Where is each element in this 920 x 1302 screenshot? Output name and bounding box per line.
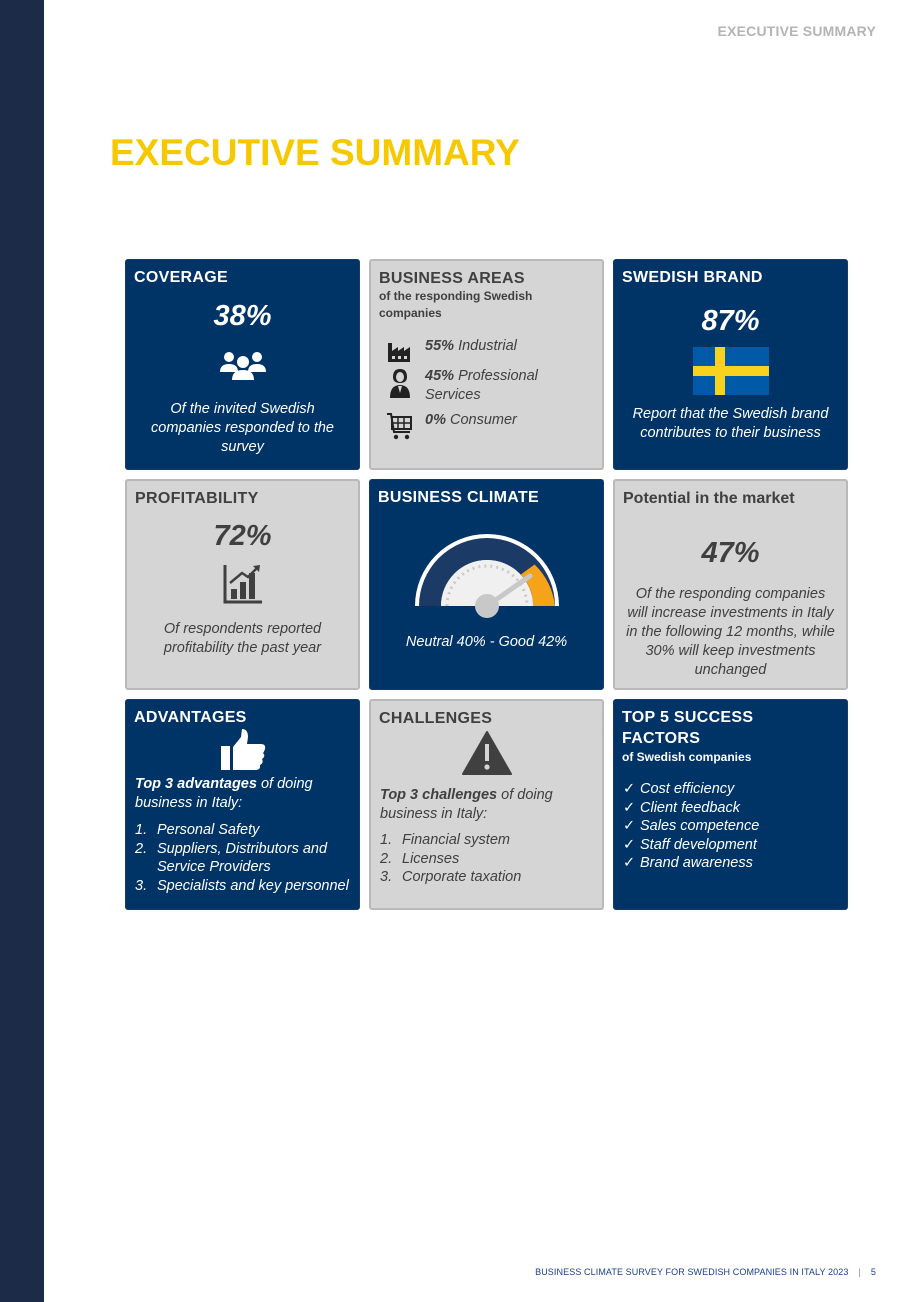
profitability-tile — [125, 479, 360, 690]
sidebar-band — [0, 0, 44, 1302]
business-area-label: Consumer — [450, 412, 517, 428]
advantages-intro-rest: of doing business in Italy: — [135, 776, 313, 811]
challenges-intro — [380, 786, 594, 824]
coverage-heading: COVERAGE — [134, 269, 228, 286]
coverage-value: 38% — [213, 300, 272, 332]
footer-separator: | — [858, 1267, 861, 1277]
swedish-brand-text: Report that the Swedish brand contributes to their business — [632, 406, 829, 441]
professional-person-icon — [388, 367, 412, 399]
potential-text: Of the responding companies will increase investments in Italy in the following 12 months, while 30% will keep investments unchanged — [626, 586, 835, 678]
list-item: ✓ Sales competence — [623, 818, 760, 834]
list-item: 2. Licenses — [380, 850, 460, 867]
thumbs-up-icon — [219, 728, 267, 772]
potential-value: 47% — [701, 537, 760, 569]
swedish-flag-icon — [693, 347, 769, 395]
coverage-tile — [125, 259, 360, 470]
profitability-heading: PROFITABILITY — [135, 490, 259, 507]
swedish-brand-tile — [613, 259, 848, 470]
list-item: ✓ Staff development — [623, 836, 757, 853]
business-climate-heading: BUSINESS CLIMATE — [378, 489, 539, 506]
swedish-brand-heading: SWEDISH BRAND — [622, 269, 763, 286]
check-icon: ✓ — [623, 818, 636, 834]
challenges-intro-rest: of doing business in Italy: — [380, 787, 553, 822]
bar-chart-growth-icon — [222, 563, 264, 605]
business-areas-subheading: of the responding Swedish companies — [379, 289, 533, 320]
advantages-intro-bold: Top 3 advantages — [135, 776, 257, 792]
challenges-list — [380, 831, 594, 887]
running-header: EXECUTIVE SUMMARY — [717, 23, 876, 39]
advantages-list — [135, 821, 351, 895]
check-icon: ✓ — [623, 799, 636, 816]
business-area-value: 0% — [425, 412, 446, 428]
check-icon: ✓ — [623, 781, 636, 797]
advantages-heading: ADVANTAGES — [134, 709, 247, 726]
footer-text: BUSINESS CLIMATE SURVEY FOR SWEDISH COMPANIES IN ITALY 2023 — [535, 1267, 849, 1277]
list-item: 2. Suppliers, Distributors and Service Providers — [135, 840, 328, 875]
profitability-text: Of respondents reported profitability the past year — [163, 621, 322, 656]
challenges-intro-bold: Top 3 challenges — [380, 787, 498, 803]
success-factors-subheading: of Swedish companies — [622, 750, 752, 764]
business-climate-tile — [369, 479, 604, 690]
list-item: ✓ Cost efficiency — [623, 781, 735, 797]
advantages-tile — [125, 699, 360, 910]
factory-icon — [387, 337, 413, 363]
check-icon: ✓ — [623, 855, 636, 871]
list-item: ✓ Brand awareness — [623, 855, 753, 871]
people-group-icon — [218, 348, 268, 382]
page-footer — [535, 1267, 876, 1277]
shopping-cart-icon — [386, 411, 414, 441]
check-icon: ✓ — [623, 836, 636, 853]
warning-icon — [461, 730, 513, 776]
challenges-heading: CHALLENGES — [379, 710, 493, 727]
page-title: EXECUTIVE SUMMARY — [110, 132, 520, 173]
list-item: 1. Financial system — [380, 832, 510, 848]
list-item: ✓ Client feedback — [623, 799, 740, 816]
potential-heading: Potential in the market — [623, 490, 795, 507]
business-area-value: 45% — [425, 368, 455, 384]
list-item: 1. Personal Safety — [135, 822, 260, 838]
business-area-row — [385, 411, 575, 441]
coverage-text: Of the invited Swedish companies responded to the survey — [151, 401, 334, 455]
business-area-row — [385, 367, 575, 405]
swedish-brand-value: 87% — [701, 305, 760, 337]
challenges-tile — [369, 699, 604, 910]
success-factors-list — [623, 780, 839, 873]
profitability-value: 72% — [213, 520, 272, 552]
success-factors-heading: TOP 5 SUCCESS FACTORS — [622, 709, 754, 747]
business-area-value: 55% — [425, 338, 455, 354]
list-item: 3. Corporate taxation — [380, 869, 522, 885]
business-area-label: Industrial — [458, 338, 517, 354]
business-area-row — [385, 337, 575, 363]
list-item: 3. Specialists and key personnel — [135, 877, 349, 894]
business-climate-text: Neutral 40% - Good 42% — [405, 634, 568, 650]
gauge-icon — [407, 530, 567, 620]
business-area-label: Professional Services — [425, 368, 538, 403]
business-areas-tile — [369, 259, 604, 470]
success-factors-tile — [613, 699, 848, 910]
page-number: 5 — [870, 1267, 876, 1277]
business-areas-heading: BUSINESS AREAS — [379, 270, 525, 287]
advantages-intro — [135, 775, 351, 813]
potential-tile — [613, 479, 848, 690]
